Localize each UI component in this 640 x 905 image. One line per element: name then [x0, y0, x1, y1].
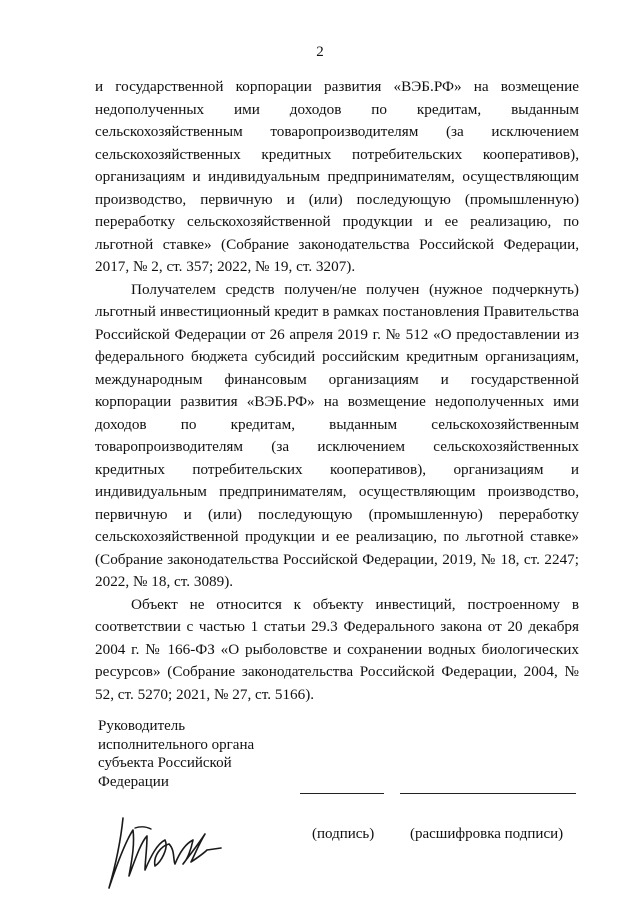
signer-line: Руководитель — [98, 718, 186, 734]
signer-line: Федерации — [98, 773, 169, 790]
decoding-label: (расшифровка подписи) — [410, 826, 564, 842]
handwritten-signature-icon — [95, 800, 235, 900]
signer-line: субъекта Российской — [98, 755, 232, 771]
paragraph-continuation: и государственной корпорации развития «ВЭБ.РФ» на возмещение недополученных ими доходов по кредитам, выданным сельскохозяйственным товаропроизводителям (за исключением сельскохозяйственных кредитных потребительских кооперативов), организациям и индивидуальным предпринимателям, осуществляющим производство, первичную и (или) последующую (промышленную) переработку сельскохозяйственной продукции и ее реализацию, по льготной ставке» (Собрание законодательства Российской Федерации, 2017, № 2, ст. 357; 2022, № 19, ст. 3207). — [95, 78, 579, 275]
signer-title — [98, 717, 254, 791]
signature-label: (подпись) — [312, 826, 375, 842]
page-number: 2 — [316, 44, 324, 60]
document-body — [95, 76, 579, 706]
signer-line: исполнительного органа — [98, 736, 255, 753]
signature-line — [300, 793, 384, 794]
decoding-line — [400, 793, 576, 794]
paragraph-investment-object: Объект не относится к объекту инвестиций, построенному в соответствии с частью 1 статьи 29.3 Федерального закона от 20 декабря 2004 г. № 166-ФЗ «О рыболовстве и сохранении водных биологических ресурсов» (Собрание законодательства Российской Федерации, 2004, № 52, ст. 5270; 2021, № 27, ст. 5166). — [95, 595, 579, 703]
paragraph-loan-status: Получателем средств получен/не получен (нужное подчеркнуть) льготный инвестиционный кредит в рамках постановления Правительства Российской Федерации от 26 апреля 2019 г. № 512 «О предоставлении из федерального бюджета субсидий российским кредитным организациям, международным финансовым организациям и государственной корпорации развития «ВЭБ.РФ» на возмещение недополученных ими доходов по кредитам, выданным сельскохозяйственным товаропроизводителям (за исключением сельскохозяйственных кредитных потребительских кооперативов), организациям и индивидуальным предпринимателям, осуществляющим производство, первичную и (или) последующую (промышленную) переработку сельскохозяйственной продукции и ее реализацию, по льготной ставке» (Собрание законодательства Российской Федерации, 2019, № 18, ст. 2247; 2022, № 18, ст. 3089). — [95, 280, 579, 590]
